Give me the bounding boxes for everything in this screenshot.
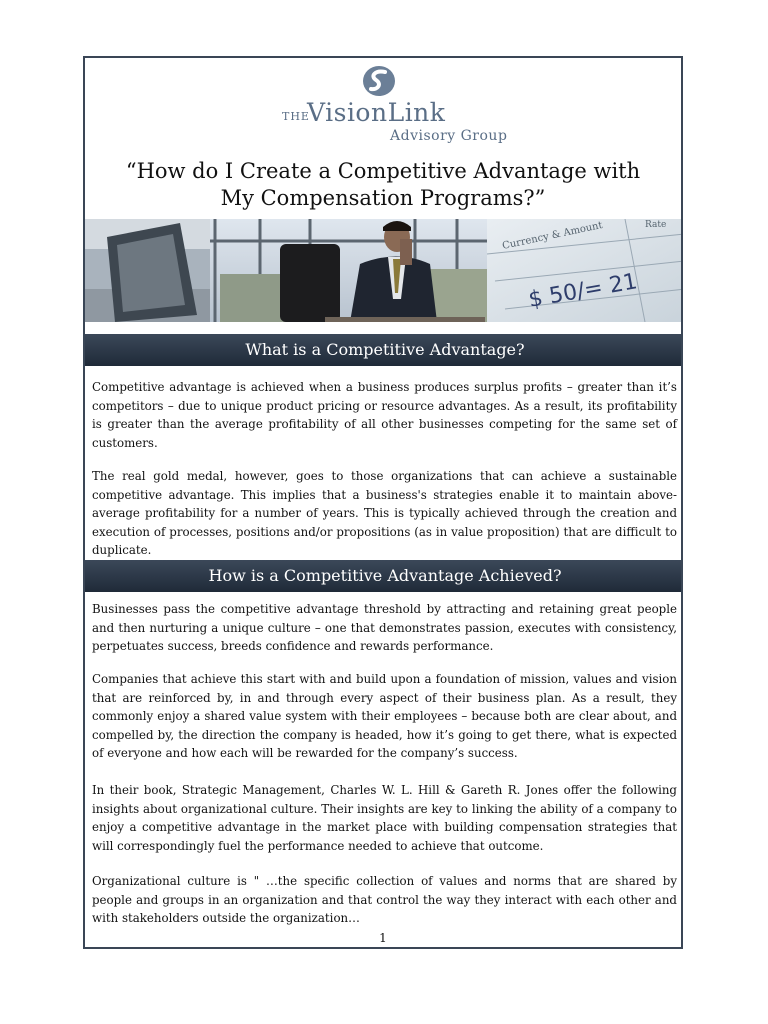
hero-banner-image	[85, 219, 683, 322]
section-heading-how: How is a Competitive Advantage Achieved?	[85, 560, 683, 592]
page-number: 1	[379, 931, 387, 945]
document-page	[83, 56, 683, 949]
section-heading-what: What is a Competitive Advantage?	[85, 334, 683, 366]
logo-subtitle-text: Advisory Group	[390, 128, 508, 144]
paragraph-how-4: Organizational culture is " …the specific collection of values and norms that are shared by people and groups in an organization and that control the way they interact with each other and with stakeholders outside the organization…	[92, 874, 677, 925]
paragraph-how-3: In their book, Strategic Management, Charles W. L. Hill & Gareth R. Jones offer the following insights about organizational culture. Their insights are key to linking the ability of a company to enjoy a competitive advantage in the market place with building compensation strategies that will correspondingly fuel the performance needed to achieve that outcome.	[92, 783, 677, 853]
visionlink-mark-icon	[361, 64, 397, 98]
logo-the-text: THE	[282, 110, 310, 123]
paragraph-how-2: Companies that achieve this start with and build upon a foundation of mission, values and vision that are reinforced by, in and through every aspect of their business plan. As a result, they commonly enjoy a shared value system with their employees – because both are clear about, and compelled by, the direction the company is headed, how it’s going to get there, what is expected of everyone and how each will be rewarded for the company’s success.	[92, 672, 677, 760]
paragraph-what-1: Competitive advantage is achieved when a business produces surplus profits – greater than it’s competitors – due to unique product pricing or resource advantages. As a result, its profitability is greater than the average profitability of all other businesses competing for the same set of customers.	[92, 380, 677, 450]
paragraph-how-1: Businesses pass the competitive advantage threshold by attracting and retaining great people and then nurturing a unique culture – one that demonstrates passion, executes with consistency, perpetuates success, breeds confidence and rewards performance.	[92, 602, 677, 653]
hero-form-rate: Rate	[645, 220, 667, 230]
hero-handwritten-amount: $ 50/= 21	[526, 269, 640, 313]
paragraph-what-2: The real gold medal, however, goes to those organizations that can achieve a sustainable competitive advantage. This implies that a business's strategies enable it to maintain above-average profitability for a number of years. This is typically achieved through the creation and execution of processes, positions and/or propositions (as in value proposition) that are difficult to duplicate.	[92, 469, 677, 557]
company-logo	[85, 58, 681, 148]
title-line-2: My Compensation Programs?”	[220, 186, 546, 210]
hero-form-label: Currency & Amount	[501, 219, 604, 252]
hero-photo-collage	[85, 219, 683, 322]
document-title	[85, 158, 681, 212]
logo-name-text: VisionLink	[307, 98, 446, 127]
title-line-1: “How do I Create a Competitive Advantage with	[125, 159, 641, 183]
